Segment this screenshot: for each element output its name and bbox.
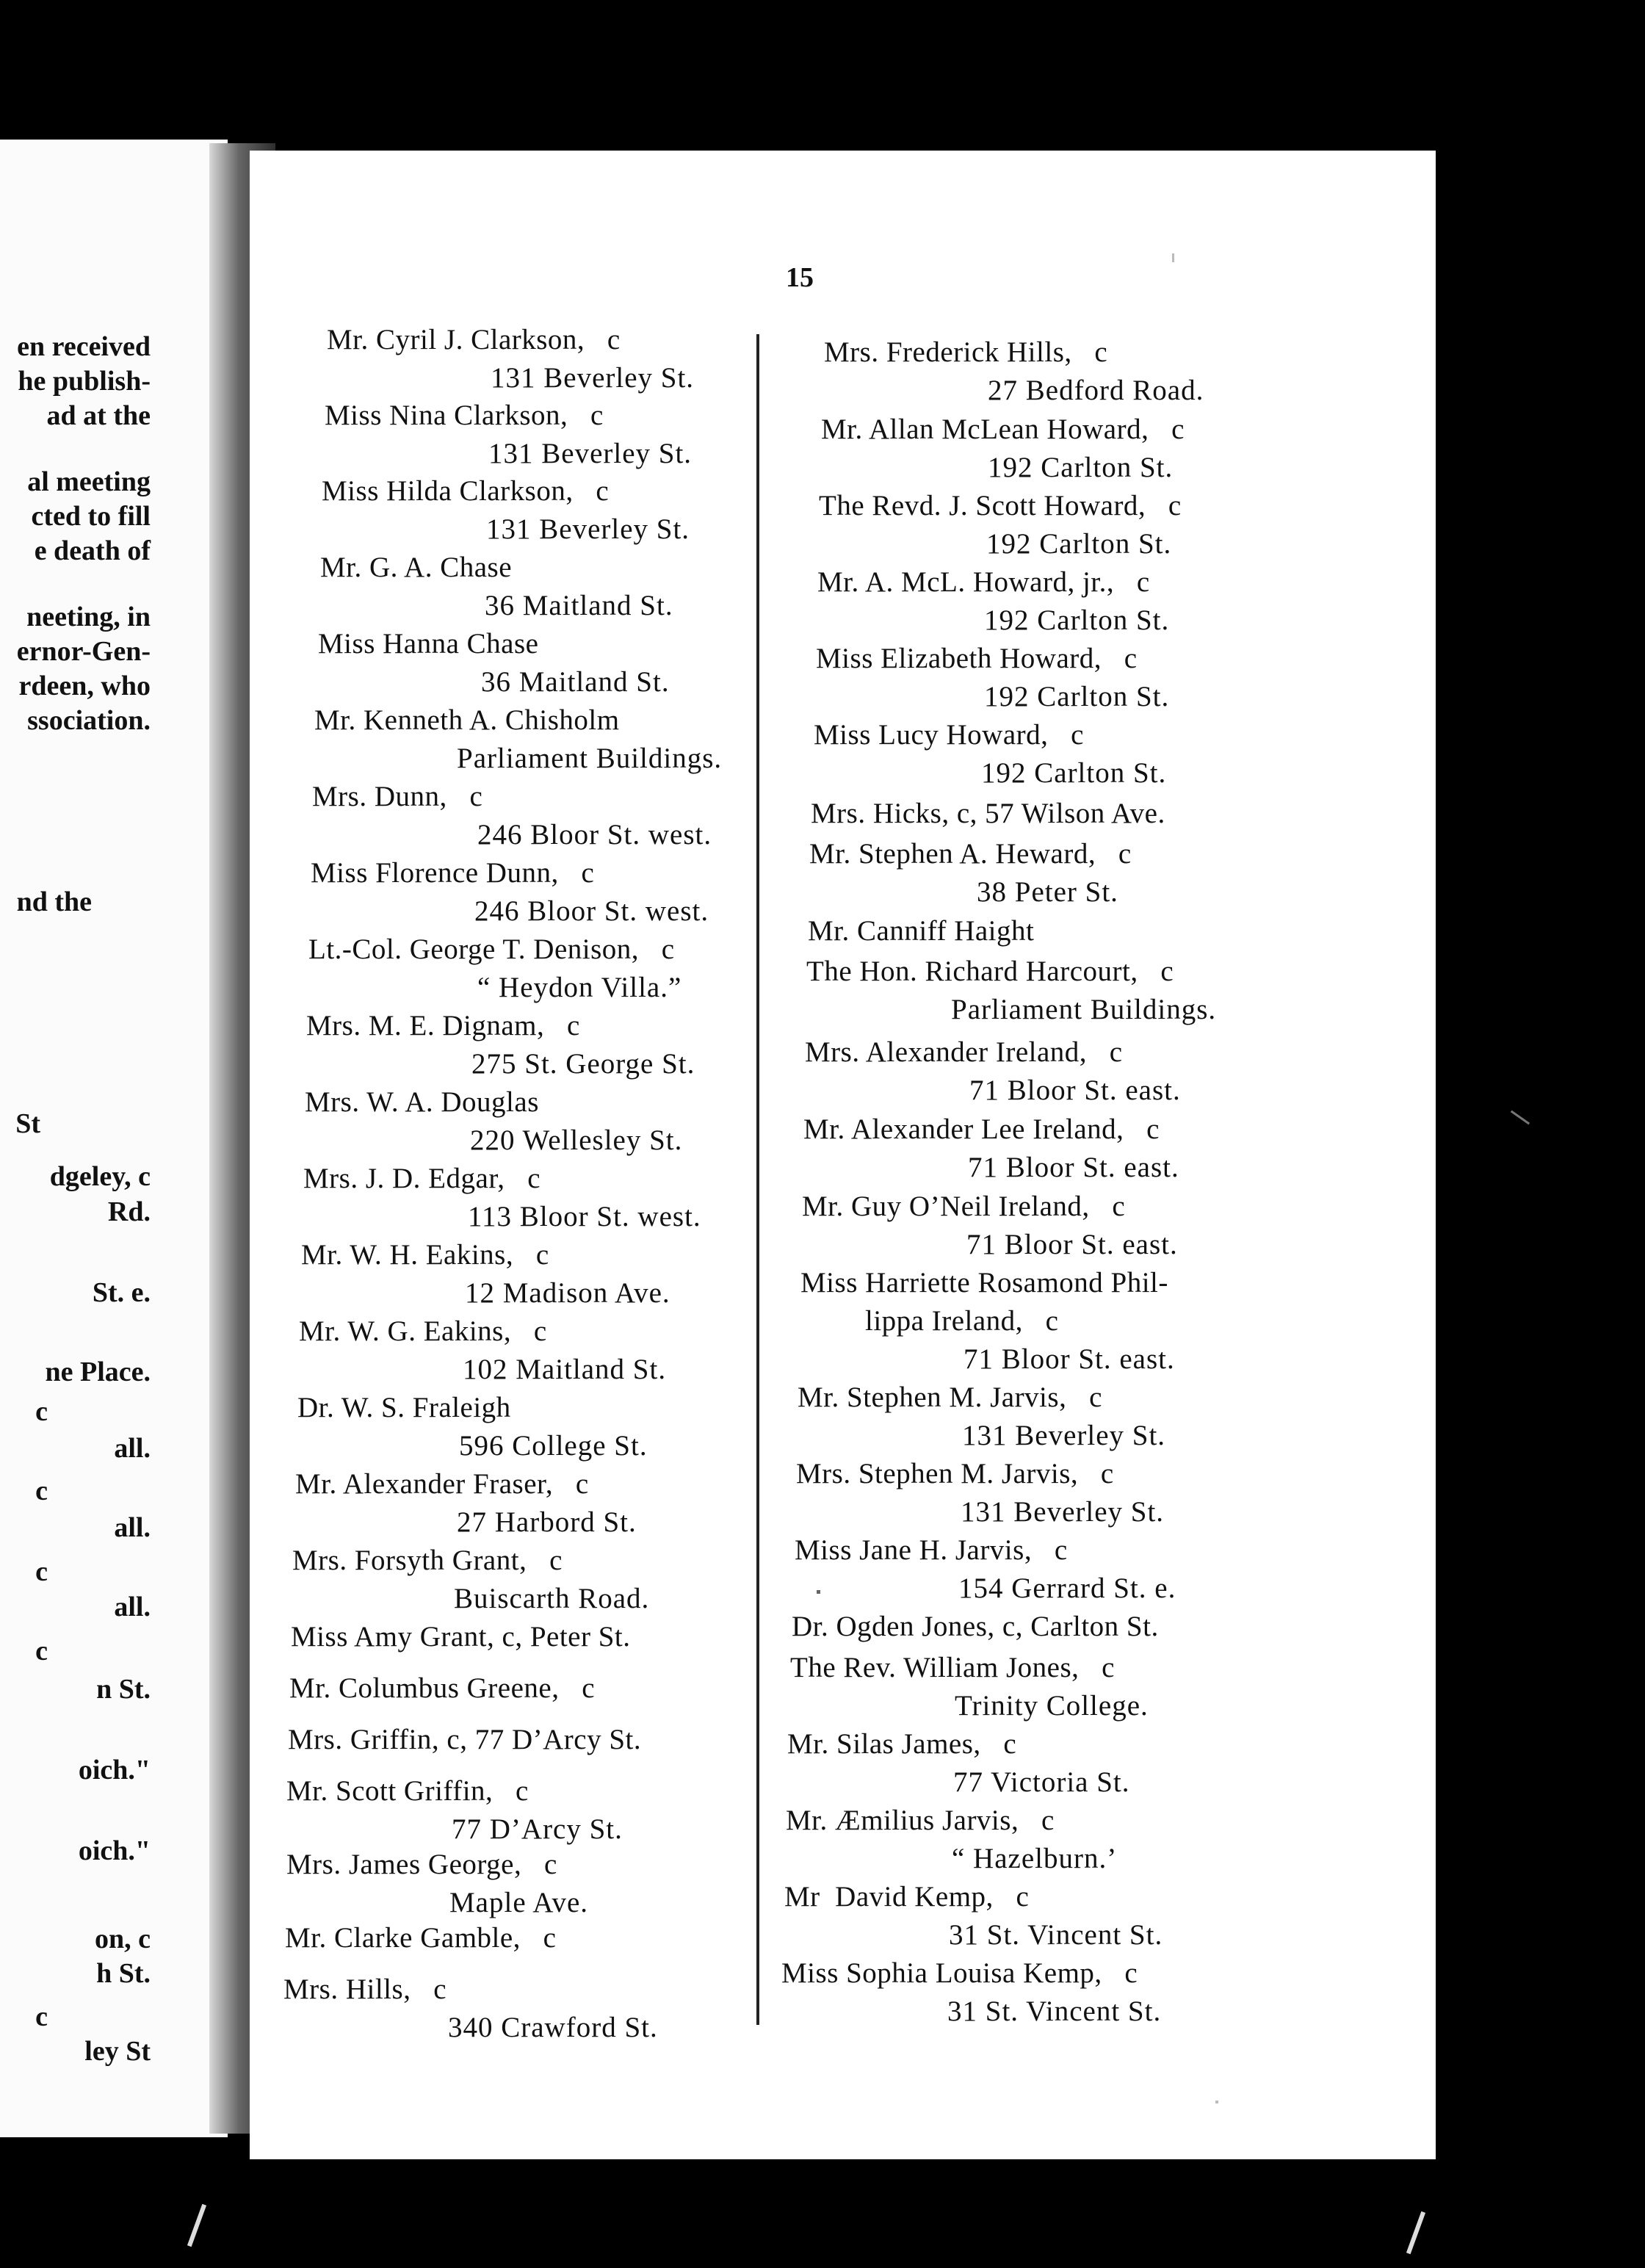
entry-address: 246 Bloor St. west. — [477, 819, 712, 850]
entry-address: 131 Beverley St. — [486, 513, 690, 545]
entry-address: 154 Gerrard St. e. — [958, 1572, 1176, 1604]
entry-address: “ Heydon Villa.” — [477, 972, 682, 1003]
facing-page-line: en received — [17, 331, 151, 362]
entry-name-continued: lippa Ireland, c — [865, 1305, 1059, 1337]
entry-name: Mr. Æmilius Jarvis, c — [786, 1805, 1055, 1836]
facing-page-line: ernor-Gen- — [16, 636, 151, 667]
entry-address: Parliament Buildings. — [951, 994, 1217, 1025]
entry-name: Mrs. Stephen M. Jarvis, c — [796, 1458, 1114, 1489]
entry-address: 131 Beverley St. — [491, 362, 695, 394]
facing-page-line: oich." — [78, 1755, 151, 1785]
entry-address: Maple Ave. — [449, 1887, 589, 1918]
entry-name: Lt.-Col. George T. Denison, c — [308, 933, 675, 965]
facing-page-line: rdeen, who — [18, 671, 151, 701]
entry-name: Mrs. J. D. Edgar, c — [303, 1163, 541, 1194]
entry-address: 31 St. Vincent St. — [949, 1919, 1163, 1951]
entry-name: Miss Nina Clarkson, c — [325, 400, 604, 431]
entry-address: 131 Beverley St. — [488, 438, 693, 469]
entry-name: Mr. G. A. Chase — [320, 552, 512, 583]
facing-page-line: all. — [114, 1592, 151, 1622]
entry-address: 192 Carlton St. — [981, 757, 1167, 789]
entry-name: Miss Elizabeth Howard, c — [816, 643, 1138, 674]
entry-name: The Rev. William Jones, c — [790, 1652, 1115, 1683]
entry-address: 36 Maitland St. — [481, 666, 670, 698]
entry-name: Mr. Allan McLean Howard, c — [821, 413, 1185, 445]
entry-name: Dr. W. S. Fraleigh — [297, 1392, 511, 1423]
facing-page-line: nd the — [16, 886, 92, 917]
entry-name: Mr. Clarke Gamble, c — [285, 1922, 557, 1954]
entry-address: 192 Carlton St. — [988, 452, 1174, 483]
facing-page-line: Rd. — [107, 1196, 151, 1227]
entry-name: Mrs. Hills, c — [283, 1973, 446, 2005]
entry-name: Miss Jane H. Jarvis, c — [795, 1534, 1068, 1566]
column-divider — [756, 334, 759, 2025]
facing-page-line: he publish- — [18, 366, 151, 397]
entry-address: 102 Maitland St. — [463, 1354, 667, 1385]
entry-name: Miss Harriette Rosamond Phil- — [800, 1267, 1168, 1299]
entry-name: Mr. Guy O’Neil Ireland, c — [802, 1191, 1126, 1222]
entry-address: 71 Bloor St. east. — [969, 1075, 1181, 1106]
entry-name: Miss Hanna Chase — [318, 628, 539, 660]
entry-name: Mr. Stephen A. Heward, c — [809, 838, 1132, 870]
entry-name: Mr. Columbus Greene, c — [289, 1672, 596, 1704]
entry-name: Mr. Scott Griffin, c — [286, 1775, 529, 1807]
entry-name: Mr David Kemp, c — [784, 1881, 1030, 1913]
entry-name: Mr. W. H. Eakins, c — [301, 1239, 549, 1271]
entry-address: 275 St. George St. — [471, 1048, 695, 1080]
entry-address: 12 Madison Ave. — [465, 1277, 670, 1309]
entry-address: 27 Bedford Road. — [988, 375, 1204, 406]
facing-page-line: dgeley, c — [49, 1161, 151, 1192]
entry-name: Miss Florence Dunn, c — [311, 857, 595, 889]
facing-page-line: c — [35, 2001, 48, 2032]
facing-page-line: c — [35, 1396, 48, 1427]
entry-name: Mr. Cyril J. Clarkson, c — [327, 324, 621, 355]
entry-address: 77 Victoria St. — [953, 1766, 1130, 1798]
entry-address: 71 Bloor St. east. — [966, 1229, 1178, 1260]
entry-name: Mr. W. G. Eakins, c — [299, 1315, 547, 1347]
entry-name: Miss Hilda Clarkson, c — [322, 475, 610, 507]
entry-name: Mrs. Griffin, c, 77 D’Arcy St. — [288, 1724, 642, 1755]
page-number: 15 — [786, 262, 814, 293]
entry-name: Mrs. Forsyth Grant, c — [292, 1545, 563, 1576]
entry-name: Miss Amy Grant, c, Peter St. — [291, 1621, 631, 1653]
facing-page-line: ley St — [84, 2036, 151, 2067]
entry-name: The Revd. J. Scott Howard, c — [819, 490, 1182, 521]
entry-name: Mrs. James George, c — [286, 1849, 557, 1880]
entry-address: 77 D’Arcy St. — [452, 1813, 623, 1845]
entry-address: 36 Maitland St. — [485, 590, 673, 621]
entry-address: 71 Bloor St. east. — [964, 1343, 1175, 1375]
entry-name: Mr. Silas James, c — [787, 1728, 1017, 1760]
edge-scuff — [187, 2204, 206, 2247]
entry-name: Mr. Stephen M. Jarvis, c — [798, 1382, 1102, 1413]
entry-address: 246 Bloor St. west. — [474, 895, 709, 927]
entry-address: Trinity College. — [955, 1690, 1149, 1722]
entry-address: Buiscarth Road. — [454, 1583, 650, 1614]
facing-page-line: all. — [114, 1433, 151, 1464]
paper-speck — [1511, 1110, 1530, 1125]
entry-name: Mrs. M. E. Dignam, c — [306, 1010, 580, 1041]
entry-address: 131 Beverley St. — [962, 1420, 1166, 1451]
facing-page-line: c — [35, 1636, 48, 1666]
entry-address: 192 Carlton St. — [984, 604, 1170, 636]
facing-page-text — [0, 140, 228, 2137]
entry-name: Mr. Kenneth A. Chisholm — [314, 704, 620, 736]
paper-speck — [817, 1590, 820, 1594]
entry-address: 220 Wellesley St. — [470, 1124, 683, 1156]
entry-address: 27 Harbord St. — [457, 1506, 637, 1538]
entry-address: 31 St. Vincent St. — [947, 1996, 1162, 2027]
edge-scuff — [1406, 2211, 1425, 2254]
entry-address: “ Hazelburn.’ — [952, 1843, 1118, 1874]
facing-page — [0, 140, 228, 2137]
facing-page-line: ssociation. — [27, 705, 151, 736]
entry-address: 71 Bloor St. east. — [968, 1152, 1179, 1183]
entry-name: Mrs. Hicks, c, 57 Wilson Ave. — [811, 798, 1165, 829]
entry-address: 192 Carlton St. — [984, 681, 1170, 712]
facing-page-line: on, c — [95, 1924, 151, 1954]
entry-name: Mrs. W. A. Douglas — [305, 1086, 539, 1118]
entry-name: Dr. Ogden Jones, c, Carlton St. — [792, 1611, 1159, 1642]
facing-page-line: cted to fill — [31, 501, 151, 532]
entry-name: Mr. Alexander Lee Ireland, c — [803, 1113, 1160, 1145]
entry-name: The Hon. Richard Harcourt, c — [806, 956, 1174, 987]
entry-address: 113 Bloor St. west. — [468, 1201, 701, 1232]
facing-page-line: St. e. — [92, 1277, 151, 1308]
entry-name: Mrs. Frederick Hills, c — [824, 336, 1108, 368]
facing-page-line: ne Place. — [45, 1357, 151, 1387]
entry-name: Mr. Alexander Fraser, c — [295, 1468, 589, 1500]
entry-name: Mrs. Alexander Ireland, c — [805, 1036, 1123, 1068]
facing-page-line: neeting, in — [26, 602, 151, 632]
facing-page-line: oich." — [78, 1835, 151, 1866]
paper-speck — [1215, 2101, 1218, 2103]
entry-address: 596 College St. — [459, 1430, 648, 1462]
facing-page-line: St — [15, 1108, 40, 1139]
entry-address: 131 Beverley St. — [961, 1496, 1165, 1528]
facing-page-line: c — [35, 1556, 48, 1587]
entry-address: Parliament Buildings. — [457, 743, 723, 774]
facing-page-line: all. — [114, 1512, 151, 1543]
entry-name: Mr. Canniff Haight — [808, 915, 1035, 947]
entry-name: Miss Sophia Louisa Kemp, c — [781, 1957, 1138, 1989]
entry-address: 38 Peter St. — [977, 876, 1118, 908]
facing-page-line: al meeting — [27, 466, 151, 497]
paper-speck — [1172, 253, 1174, 262]
entry-name: Mr. A. McL. Howard, jr., c — [817, 566, 1150, 598]
entry-name: Mrs. Dunn, c — [312, 781, 483, 812]
facing-page-line: e death of — [34, 535, 151, 566]
facing-page-line: h St. — [96, 1958, 151, 1989]
facing-page-line: c — [35, 1476, 48, 1506]
facing-page-line: n St. — [96, 1674, 151, 1705]
entry-address: 192 Carlton St. — [986, 528, 1172, 560]
facing-page-line: ad at the — [46, 400, 151, 431]
entry-address: 340 Crawford St. — [448, 2012, 658, 2043]
entry-name: Miss Lucy Howard, c — [814, 719, 1084, 751]
